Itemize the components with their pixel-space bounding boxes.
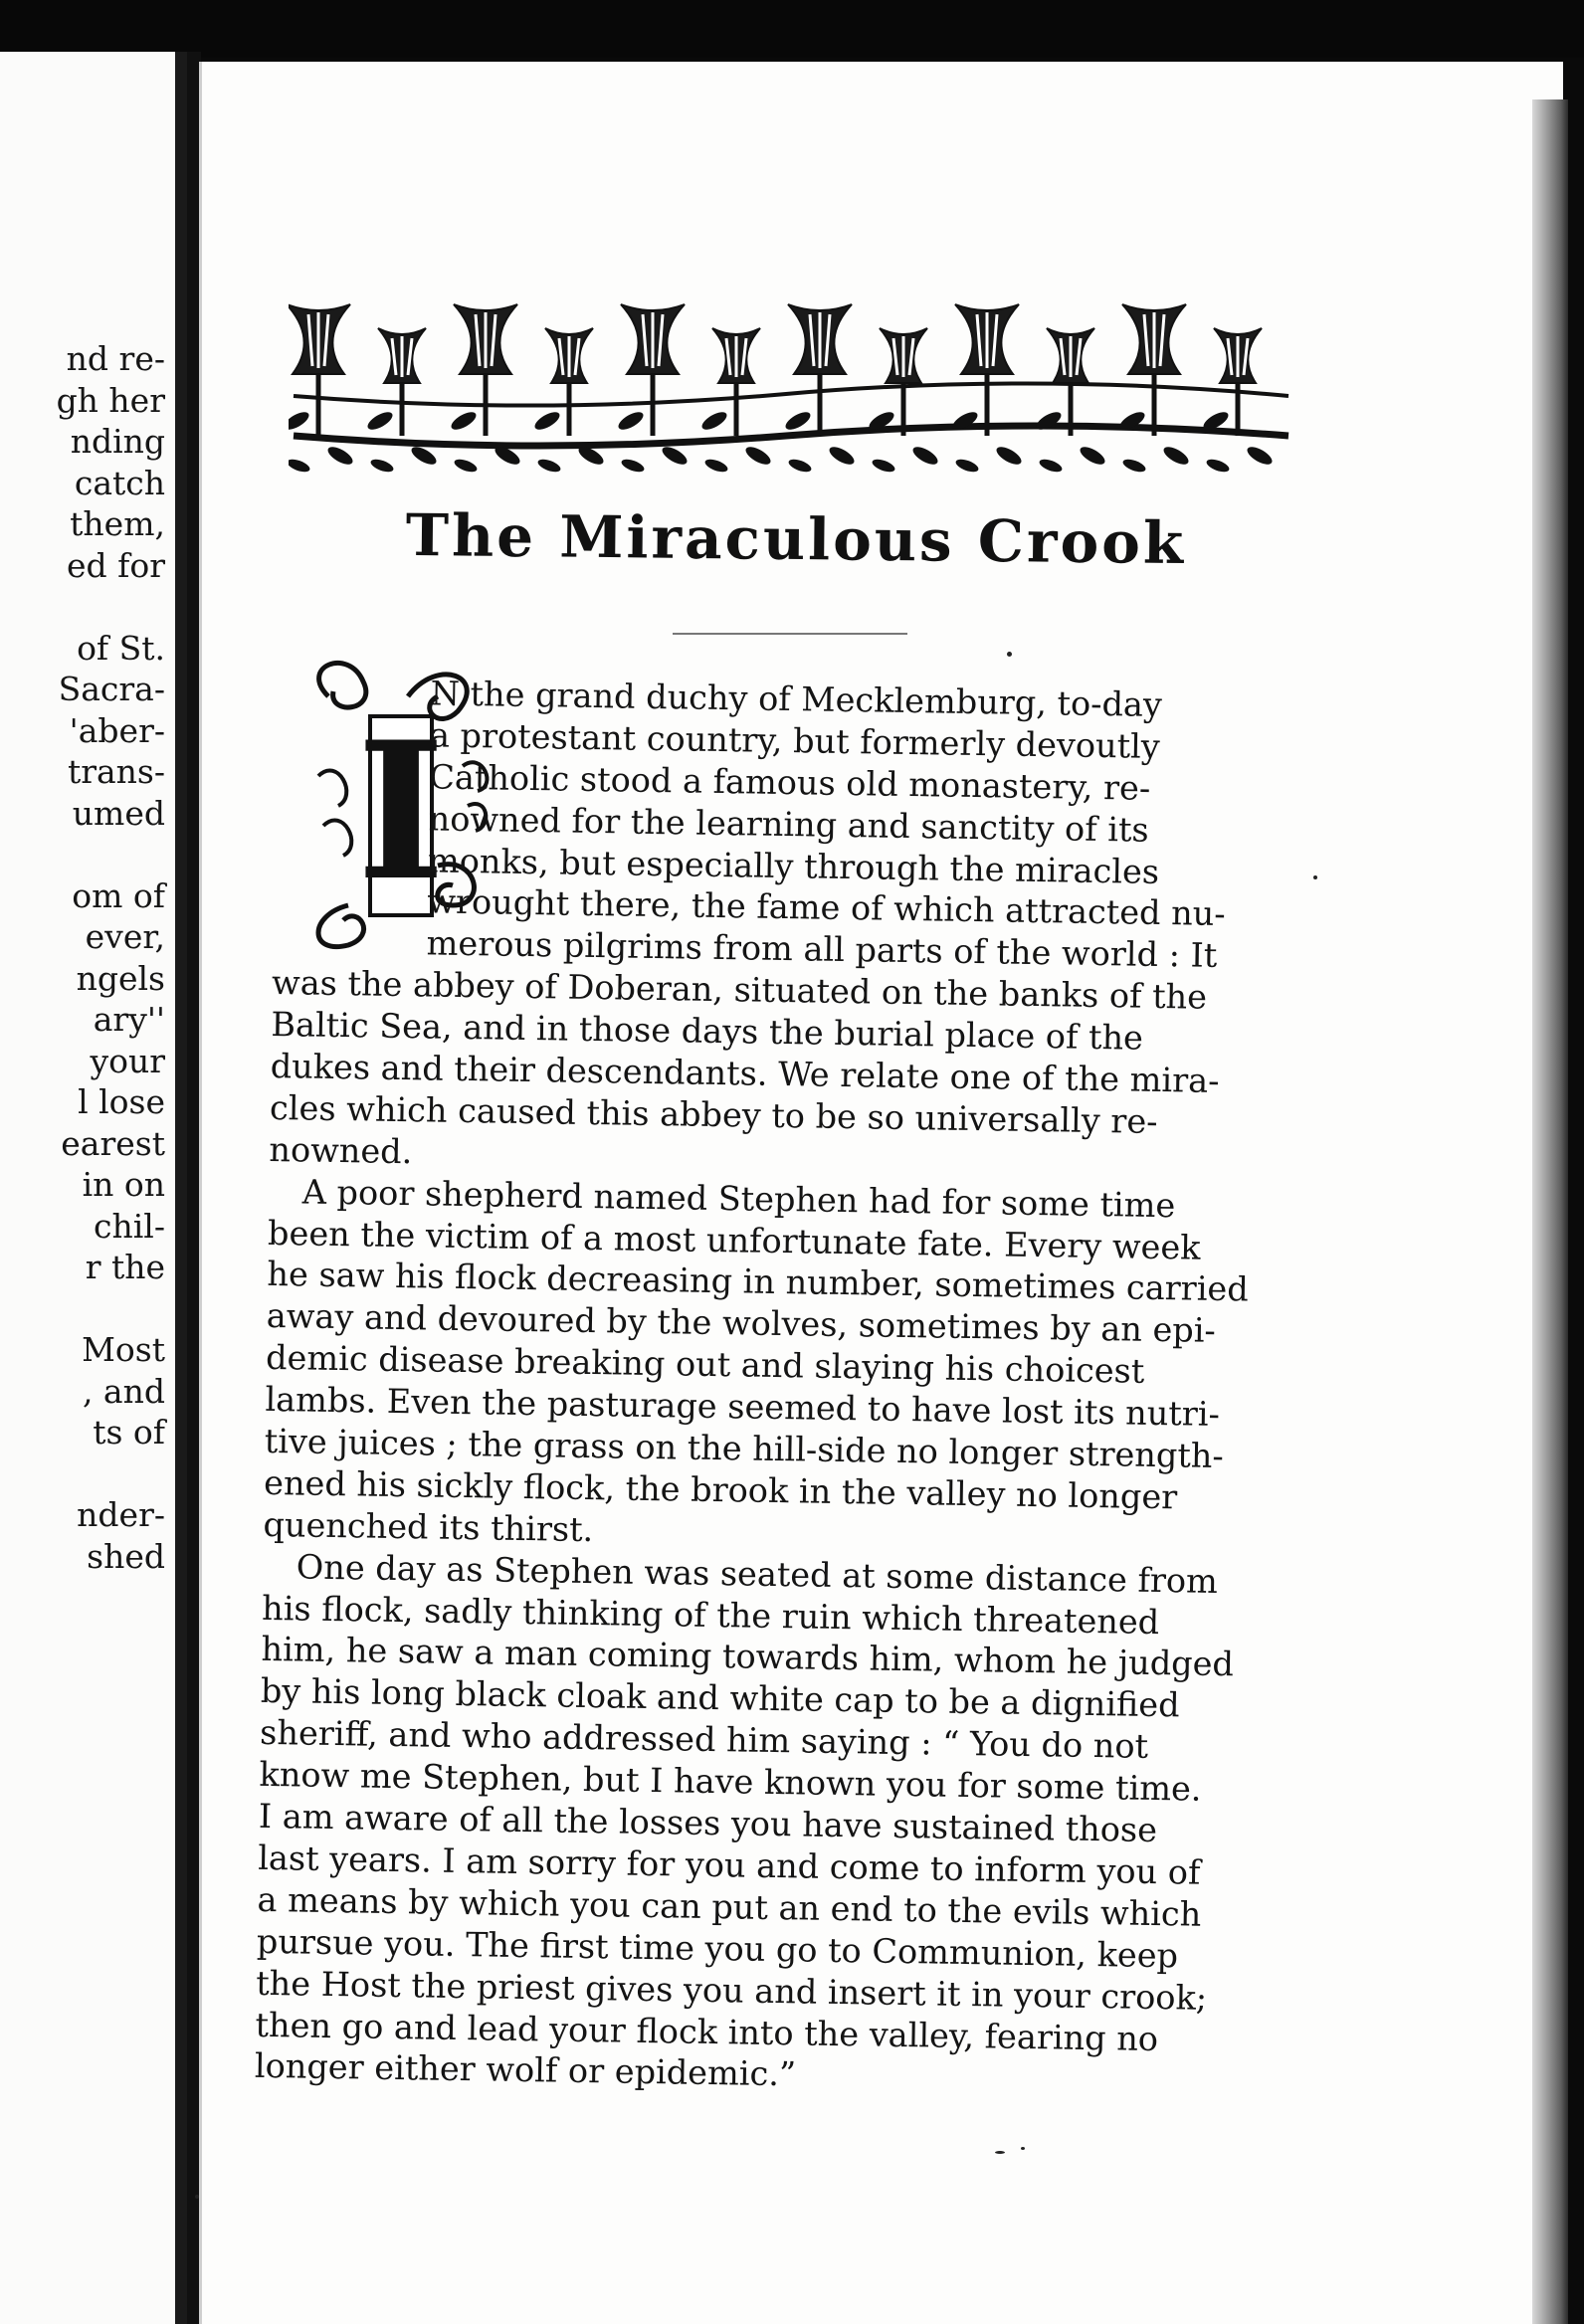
text-line: wrought there, the fame of which attracted nu- [427,881,1226,934]
floral-header-ornament [289,287,1295,485]
scan-speck [195,2195,199,2199]
leaf [827,444,857,468]
leaf [787,457,813,475]
leaf [743,444,773,468]
leaf [325,444,355,468]
facing-page-line: them, [70,504,165,543]
leaf [1161,444,1191,468]
text-line: been the victim of a most unfortunate fate. Every week [267,1213,1201,1267]
text-line: the Host the priest gives you and insert it in your crook; [255,1963,1208,2018]
text-line: a means by which you can put an end to the evils which [257,1879,1202,1934]
text-line: nowned for the learning and sanctity of its [428,799,1149,850]
text-line: last years. I am sorry for you and come to inform you of [257,1838,1201,1892]
facing-page-line: ngels [76,958,165,998]
body-text [255,671,1301,2103]
drop-cap-letter: I [356,700,446,922]
scan-speck [1313,875,1317,879]
leaf [1245,444,1275,468]
facing-page-line: nding [70,422,165,461]
leaf [660,444,690,468]
leaf [532,409,562,433]
leaf [783,409,813,433]
facing-page-line: ary'' [93,1000,165,1039]
text-line: cles which caused this abbey to be so universally re- [269,1087,1158,1141]
leaf [1038,457,1064,475]
leaf [369,457,395,475]
facing-page-line: l lose [78,1082,165,1121]
facing-page-line: ts of [93,1413,165,1452]
text-line: by his long black cloak and white cap to be a dignified [260,1671,1180,1725]
facing-page-line: 'aber- [69,710,165,750]
facing-page-line: umed [72,793,165,833]
text-line: sheriff, and who addressed him saying : “ You do not [259,1713,1149,1767]
text-line: pursue you. The first time you go to Communion, keep [256,1921,1179,1976]
leaf [616,409,646,433]
scan-speck [995,2151,1005,2154]
leaf [620,457,646,475]
leaf [1205,457,1231,475]
leaf [699,409,729,433]
text-line: demic disease breaking out and slaying his choicest [265,1338,1145,1392]
facing-page-left [0,52,187,2324]
text-line: I am aware of all the losses you have sustained those [258,1796,1158,1850]
text-line: him, he saw a man coming towards him, whom he judged [261,1630,1235,1684]
text-line: quenched its thirst. [263,1504,594,1549]
facing-page-line: shed [87,1536,165,1576]
leaf [536,457,562,475]
scan-speck [1007,652,1012,657]
text-line: N the grand duchy of Mecklemburg, to-day [430,674,1163,724]
facing-page-line: chil- [94,1206,165,1246]
text-line: Catholic stood a famous old monastery, re- [429,757,1151,808]
text-line: then go and lead your flock into the valley, fearing no [255,2005,1159,2058]
paragraph [263,1171,1293,1562]
title-rule [673,633,907,635]
text-line: One day as Stephen was seated at some distance from [296,1547,1219,1601]
facing-page-line: of St. [77,628,165,668]
text-line: monks, but especially through the miracles [427,840,1160,891]
leaf [453,457,479,475]
facing-page-line: catch [74,463,165,502]
leaf [910,444,940,468]
facing-page-line: r the [85,1248,165,1286]
facing-page-line: Sacra- [58,670,165,708]
text-line: know me Stephen, but I have known you for some time. [259,1755,1202,1809]
facing-page-line: trans- [67,752,165,791]
leaf [994,444,1024,468]
leaf [1078,444,1107,468]
facing-page-line: , and [82,1371,165,1411]
text-line: nowned. [269,1129,413,1171]
facing-page-line: in on [82,1165,165,1204]
text-line: was the abbey of Doberan, situated on the banks of the [271,963,1208,1017]
facing-page-line [0,586,165,628]
facing-page-line: earest [61,1123,165,1163]
facing-page-text [0,338,165,1577]
page-stack-edge [1532,99,1568,2324]
leaf [871,457,896,475]
leaf [449,409,479,433]
text-line: Baltic Sea, and in those days the burial place of the [271,1005,1144,1058]
facing-page-line: Most [82,1330,165,1369]
text-line: lambs. Even the pasturage seemed to have lost its nutri- [265,1380,1221,1435]
facing-page-line [0,834,165,875]
paragraph [269,671,1301,1187]
text-line: his flock, sadly thinking of the ruin which threatened [261,1588,1160,1642]
leaf [289,409,311,433]
text-line: a protestant country, but formerly devoutly [429,715,1161,766]
scan-speck [1021,2147,1025,2150]
facing-page-line: nder- [77,1495,165,1534]
chapter-title: The Miraculous Crook [405,500,1187,578]
vine-stem [294,383,1288,405]
facing-page-line: nd re- [66,339,165,378]
facing-page-line: gh her [56,380,165,420]
facing-page-line: ed for [67,545,165,585]
text-line: ened his sickly flock, the brook in the valley no longer [263,1462,1178,1517]
facing-page-line: your [90,1041,165,1080]
paragraph [255,1546,1287,2104]
text-line: tive juices ; the grass on the hill-side no longer strength- [264,1421,1225,1476]
text-line: merous pilgrims from all parts of the world : It [426,923,1218,976]
facing-page-line: ever, [85,917,165,956]
leaf [289,457,311,475]
leaf [365,409,395,433]
text-line: he saw his flock decreasing in number, sometimes carried [267,1255,1250,1309]
facing-page-line [0,1288,165,1330]
facing-page-line: om of [72,875,165,915]
text-line: longer either wolf or epidemic.” [254,2046,797,2094]
text-line: A poor shepherd named Stephen had for some time [301,1172,1176,1225]
scan-top-border [0,0,1584,58]
leaf [954,457,980,475]
leaf [1121,457,1147,475]
text-line: away and devoured by the wolves, sometimes by an epi- [266,1296,1217,1351]
facing-page-edge [175,52,187,2324]
leaf [703,457,729,475]
text-line: dukes and their descendants. We relate one of the mira- [270,1046,1220,1100]
facing-page-line [0,1453,165,1495]
